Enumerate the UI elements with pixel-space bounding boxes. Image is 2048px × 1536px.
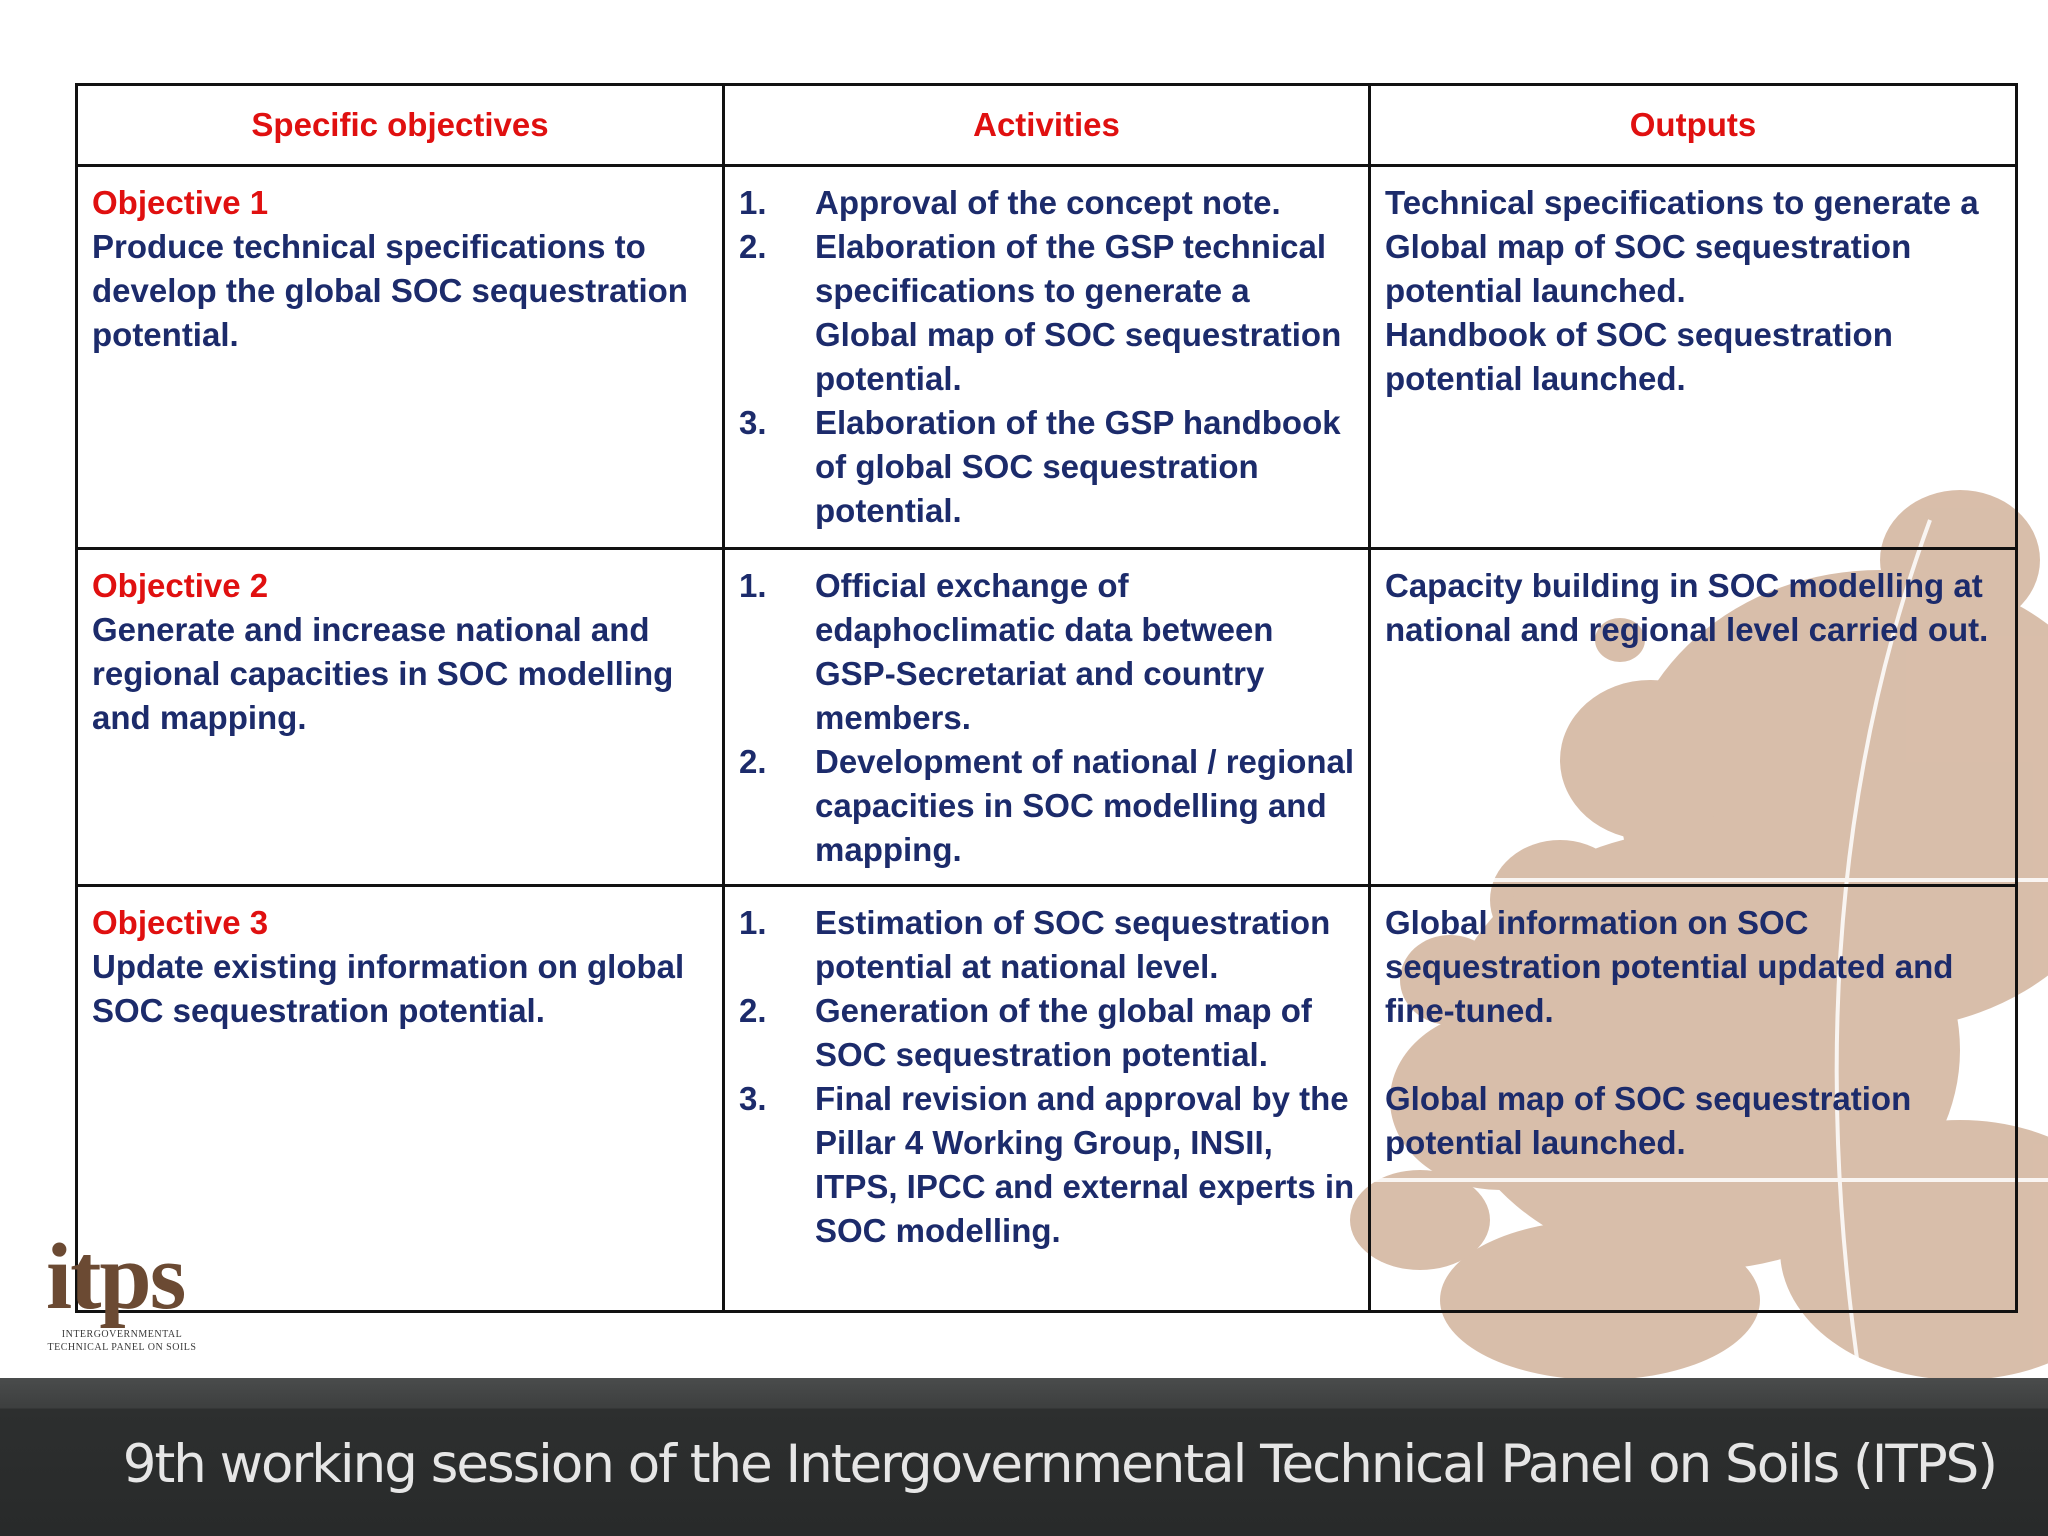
objective-cell [77, 166, 724, 549]
objective-description: Generate and increase national and regional capacities in SOC modelling and mapping. [92, 611, 674, 736]
list-item-text: Final revision and approval by the Pillar 4 Working Group, INSII, ITPS, IPCC and external experts in SOC modelling. [815, 1080, 1355, 1249]
itps-logo [42, 1225, 212, 1354]
objective-cell [77, 549, 724, 886]
objective-description: Update existing information on global SOC sequestration potential. [92, 948, 685, 1029]
outputs-cell [1370, 886, 2017, 1312]
table-row [77, 886, 2017, 1312]
list-item-number: 2. [739, 992, 767, 1029]
output-text: Global information on SOC sequestration potential updated and fine-tuned. [1385, 904, 1954, 1029]
objective-title: Objective 3 [92, 904, 269, 941]
output-text: Capacity building in SOC modelling at national and regional level carried out. [1385, 567, 1989, 648]
activities-cell [724, 886, 1370, 1312]
list-item [739, 989, 1358, 1077]
outputs-cell [1370, 166, 2017, 549]
activities-list [739, 564, 1358, 872]
list-item [739, 740, 1358, 872]
activities-list [739, 181, 1358, 533]
list-item-number: 1. [739, 904, 767, 941]
objective-title: Objective 1 [92, 184, 269, 221]
output-text: Handbook of SOC sequestration potential launched. [1385, 316, 1893, 397]
list-item [739, 225, 1358, 401]
list-item-text: Official exchange of edaphoclimatic data between GSP-Secretariat and country members. [815, 567, 1274, 736]
list-item-text: Development of national / regional capacities in SOC modelling and mapping. [815, 743, 1355, 868]
list-item [739, 181, 1358, 225]
list-item-number: 3. [739, 1080, 767, 1117]
activities-list [739, 901, 1358, 1253]
list-item-text: Elaboration of the GSP technical specifications to generate a Global map of SOC sequestration potential. [815, 228, 1342, 397]
objective-title: Objective 2 [92, 567, 269, 604]
list-item [739, 1077, 1358, 1253]
logo-wordmark: itps [46, 1225, 185, 1329]
list-item-number: 2. [739, 743, 767, 780]
list-item [739, 901, 1358, 989]
activities-cell [724, 549, 1370, 886]
list-item [739, 401, 1358, 533]
header-outputs: Outputs [1370, 85, 2017, 166]
output-text: Global map of SOC sequestration potential launched. [1385, 1080, 1912, 1161]
list-item-text: Generation of the global map of SOC sequestration potential. [815, 992, 1312, 1073]
list-item [739, 564, 1358, 740]
header-specific-objectives: Specific objectives [77, 85, 724, 166]
output-text: Technical specifications to generate a Global map of SOC sequestration potential launched. [1385, 184, 1979, 309]
outputs-cell [1370, 549, 2017, 886]
list-item-number: 3. [739, 404, 767, 441]
objective-description: Produce technical specifications to develop the global SOC sequestration potential. [92, 228, 688, 353]
table-row [77, 166, 2017, 549]
list-item-number: 1. [739, 184, 767, 221]
list-item-text: Elaboration of the GSP handbook of global SOC sequestration potential. [815, 404, 1341, 529]
logo-tagline-line2: TECHNICAL PANEL ON SOILS [47, 1342, 197, 1353]
activities-cell [724, 166, 1370, 549]
header-activities: Activities [724, 85, 1370, 166]
logo-tagline-line1: INTERGOVERNMENTAL [61, 1329, 183, 1340]
list-item-text: Approval of the concept note. [815, 184, 1281, 221]
list-item-text: Estimation of SOC sequestration potential at national level. [815, 904, 1331, 985]
list-item-number: 2. [739, 228, 767, 265]
output-spacer [1385, 1033, 2005, 1077]
objectives-table [75, 83, 2018, 1313]
table-row [77, 549, 2017, 886]
list-item-number: 1. [739, 567, 767, 604]
footer-bar [0, 1378, 2048, 1536]
footer-title: 9th working session of the Intergovernmental Technical Panel on Soils (ITPS) [122, 1434, 1996, 1495]
table-header-row [77, 85, 2017, 166]
